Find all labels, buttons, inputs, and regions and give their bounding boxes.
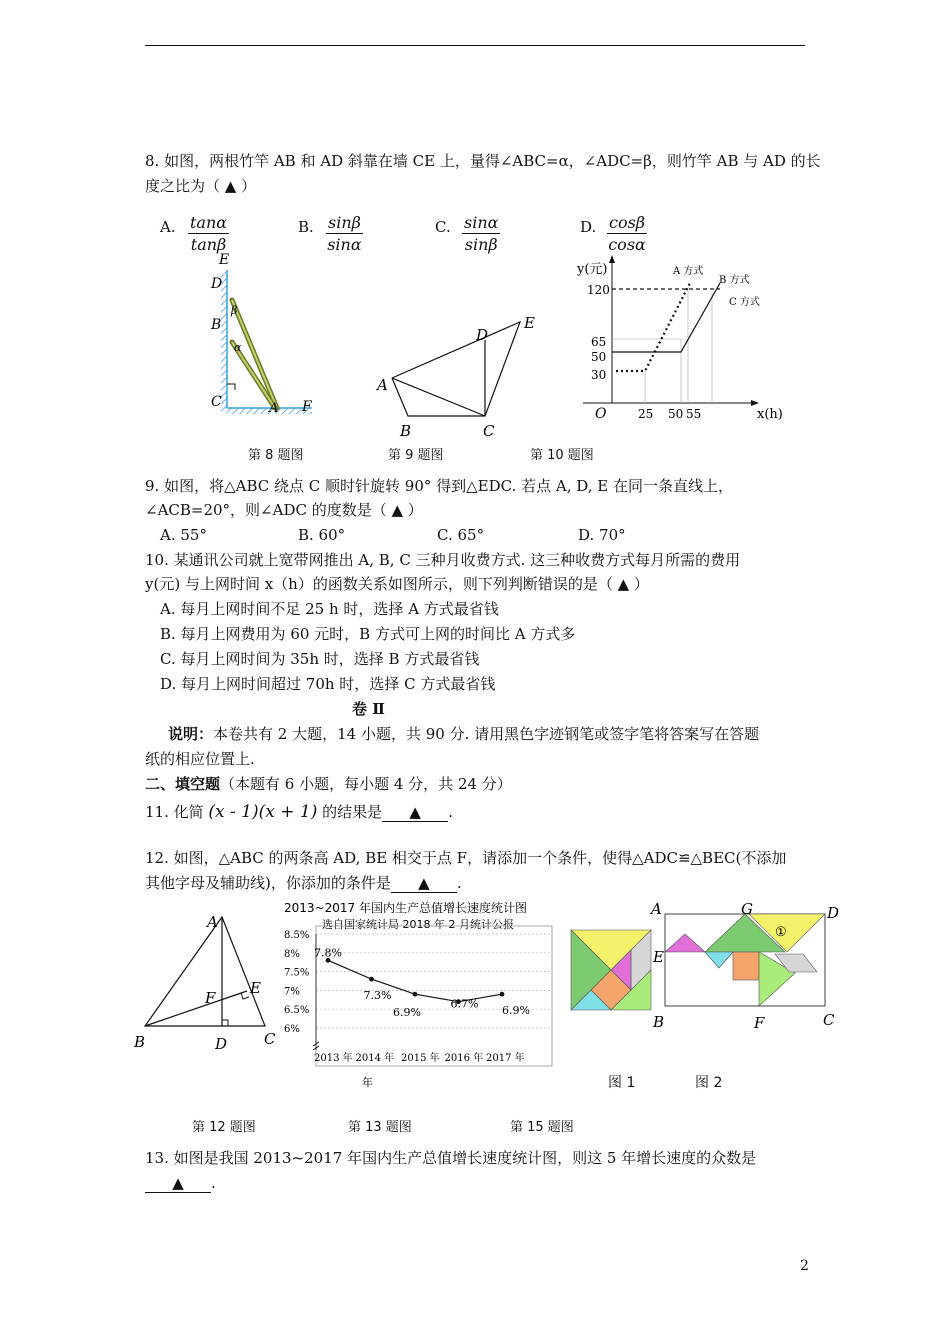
fig13-chart (280, 898, 560, 1093)
q10-stem-line1: 10. 某通讯公司就上宽带网推出 A, B, C 三种月收费方式. 这三种收费方式每月所需的费用 (145, 551, 741, 569)
fig13-caption: 第 13 题图 (348, 1120, 412, 1135)
chart-data-label: 7.3% (363, 989, 392, 1003)
q8-option-b-num: sinβ (328, 213, 361, 232)
fig9-diagram (370, 310, 540, 440)
fig15-label-f: F (754, 1014, 765, 1032)
chart-data-label: 6.7% (450, 997, 479, 1011)
part2-title: 卷 Ⅱ (352, 700, 385, 718)
part2-note-line1 (168, 722, 759, 746)
fig9-caption: 第 9 题图 (388, 448, 444, 463)
chart-point (500, 992, 505, 997)
q9-option-c: C. 65° (437, 526, 485, 544)
part2-note-line2: 纸的相应位置上. (145, 750, 255, 768)
fig9-label-e: E (524, 314, 535, 332)
section2-detail: （本题有 6 小题，每小题 4 分，共 24 分） (220, 775, 512, 793)
q8-option-d-fraction (607, 213, 647, 254)
fig15-label-e: E (653, 948, 664, 966)
fig8-label-d: D (211, 276, 223, 292)
fig9-label-a: A (377, 376, 388, 394)
q9-stem-line2: ∠ACB=20°，则∠ADC 的度数是（ ▲ ） (145, 501, 423, 519)
q8-option-b-letter: B. (298, 218, 314, 236)
fig15-caption: 第 15 题图 (510, 1120, 574, 1135)
fig15-shape-cyan (705, 952, 733, 968)
fig10-xtick-55: 55 (686, 407, 702, 421)
fig12-diagram (130, 905, 280, 1055)
q11-answer-blank[interactable]: ▲ (382, 803, 448, 822)
chart-data-label: 7.8% (314, 946, 342, 960)
fig12-right-angle-e (241, 993, 249, 999)
q13-answer-blank[interactable]: ▲ (145, 1174, 211, 1193)
fig10-xtick-25: 25 (638, 407, 654, 421)
fig8-label-beta: β (231, 304, 238, 317)
q9-option-d: D. 70° (578, 526, 626, 544)
chart-data-label: 6.9% (393, 1006, 421, 1020)
fig10-origin: O (595, 406, 607, 422)
fig15-label-c: C (823, 1011, 835, 1029)
part2-note-text: 本卷共有 2 大题，14 小题，共 90 分. 请用黑色字迹钢笔或签字笔将答案写在答题 (213, 725, 760, 743)
fig10-ytick-120: 120 (587, 283, 610, 297)
fig9-label-d: D (476, 326, 489, 344)
q12-answer-blank[interactable]: ▲ (391, 874, 457, 893)
fig10-xtick-50: 50 (668, 407, 684, 421)
q8-option-d-letter: D. (580, 218, 597, 236)
fig12-label-f: F (205, 989, 216, 1007)
fig12-label-c: C (264, 1030, 276, 1048)
chart-y-tick: 6.5% (284, 1005, 310, 1017)
q8-option-d-num: cosβ (609, 213, 646, 232)
fig10-caption: 第 10 题图 (530, 448, 594, 463)
chart-title: 2013~2017 年国内生产总值增长速度统计图 (284, 901, 527, 915)
q11-expression: (x - 1)(x + 1) (208, 802, 318, 822)
fig10-ytick-30: 30 (591, 368, 607, 382)
fig15-label-d: D (827, 904, 840, 922)
fig15-shape-pink (665, 934, 705, 952)
chart-y-tick: 8.5% (284, 930, 310, 941)
chart-y-tick: 7% (284, 986, 300, 998)
q9-stem-line1: 9. 如图，将△ABC 绕点 C 顺时针旋转 90° 得到△EDC. 若点 A, D, E 在同一条直线上， (145, 477, 734, 495)
chart-subtitle: 选自国家统计局 2018 年 2 月统计公报 (322, 918, 514, 931)
q8-option-a-num: tanα (190, 213, 228, 232)
fig15-sub-caption-1: 图 1 (608, 1075, 636, 1091)
section2-title: 二、填空题 (145, 775, 221, 793)
fig10-y-arrow (609, 255, 615, 263)
chart-point (413, 992, 418, 997)
q10-option-b: B. 每月上网费用为 60 元时，B 方式可上网的时间比 A 方式多 (160, 625, 576, 643)
q8-option-c-num: sinα (464, 213, 499, 232)
q12-stem-text: 其他字母及辅助线)，你添加的条件是 (145, 874, 391, 892)
fig10-series-a (616, 283, 690, 371)
q8-option-c-den: sinβ (464, 235, 498, 254)
fig10-graph (575, 255, 795, 427)
fig12-label-b: B (134, 1033, 146, 1051)
page-number: 2 (800, 1258, 809, 1274)
q11 (145, 800, 453, 824)
q8-option-b-fraction (326, 213, 363, 254)
chart-x-tick: 2017 年 (486, 1053, 525, 1064)
section2-heading (145, 772, 512, 796)
q11-suffix: 的结果是 (322, 803, 383, 821)
fig15-label-a: A (651, 900, 662, 918)
fig8-right-angle (227, 384, 235, 390)
q8-option-c-fraction (462, 213, 500, 254)
fig15-figure2 (665, 914, 825, 1006)
q13-stem-line1: 13. 如图是我国 2013~2017 年国内生产总值增长速度统计图，则这 5 年增长速度的众数是 (145, 1149, 757, 1167)
fig9-label-b: B (400, 422, 412, 440)
fig12-right-angle-d (222, 1020, 228, 1026)
fig8-label-alpha: α (234, 341, 242, 354)
chart-x-tick: 2014 年 (355, 1053, 395, 1064)
fig15-shape-orange (733, 952, 759, 980)
q11-end: . (448, 803, 453, 821)
q10-stem-line2: y(元) 与上网时间 x（h）的函数关系如图所示，则下列判断错误的是（ ▲ ） (145, 575, 649, 593)
q8-option-c-letter: C. (435, 218, 451, 236)
part2-note-bold: 说明： (168, 725, 214, 743)
q8-option-a-den: tanβ (190, 235, 227, 254)
chart-y-tick: 6% (284, 1024, 300, 1035)
fig15-label-b: B (653, 1013, 665, 1031)
fig10-label-c: C 方式 (729, 297, 760, 308)
fig10-label-b: B 方式 (719, 275, 750, 286)
fig8-label-a: A (269, 401, 279, 416)
fig9-quad (392, 322, 520, 416)
fig12-label-a: A (207, 913, 218, 931)
q8-option-a-letter: A. (160, 218, 176, 236)
q12-end: . (456, 874, 462, 892)
q10-option-a: A. 每月上网时间不足 25 h 时，选择 A 方式最省钱 (160, 600, 499, 618)
fig8-diagram (205, 250, 325, 420)
fig12-label-e: E (250, 979, 261, 997)
chart-y-tick: 8% (284, 948, 300, 960)
fig15-figure1 (571, 930, 651, 1010)
chart-x-tick: 2015 年 (401, 1053, 440, 1064)
header-rule (145, 45, 805, 46)
fig10-series-b (612, 283, 720, 352)
fig12-label-d: D (215, 1035, 228, 1053)
fig8-caption: 第 8 题图 (248, 448, 304, 463)
fig12-triangle (145, 917, 265, 1026)
fig10-label-a: A 方式 (673, 266, 704, 277)
fig10-ytick-50: 50 (591, 350, 607, 364)
q12-stem-line2 (145, 871, 462, 895)
q8-option-b-den: sinα (327, 235, 362, 254)
q9-option-a: A. 55° (160, 526, 207, 544)
fig15-label-one: ① (775, 925, 787, 940)
chart-x-tick: 2016 年 (444, 1053, 484, 1064)
q8-option-a-fraction (188, 213, 229, 254)
fig8-label-f: F (302, 399, 312, 415)
chart-data-label: 6.9% (502, 1004, 530, 1018)
fig10-ytick-65: 65 (591, 335, 607, 349)
q8-stem-line2: 度之比为（ ▲ ） (145, 177, 257, 195)
chart-x-stray: 年 (362, 1076, 373, 1089)
q11-prefix: 11. 化简 (145, 803, 204, 821)
q9-option-b: B. 60° (298, 526, 346, 544)
chart-y-tick: 7.5% (284, 967, 310, 979)
q13-end: . (211, 1174, 216, 1192)
q10-option-d: D. 每月上网时间超过 70h 时，选择 C 方式最省钱 (160, 675, 496, 693)
fig9-label-c: C (483, 422, 495, 440)
chart-point (369, 977, 374, 982)
q10-option-c: C. 每月上网时间为 35h 时，选择 B 方式最省钱 (160, 650, 480, 668)
fig15-diagram (565, 898, 845, 1033)
q13-stem-line2 (145, 1171, 216, 1195)
fig8-label-b: B (211, 317, 222, 333)
chart-plot-frame (316, 926, 552, 1066)
fig12-altitude-be (145, 991, 247, 1026)
fig8-label-c: C (211, 394, 222, 410)
fig10-x-arrow (751, 400, 759, 406)
chart-x-tick: 2013 年 (314, 1053, 353, 1064)
fig10-x-label: x(h) (757, 407, 783, 422)
fig15-sub-caption-2: 图 2 (695, 1075, 723, 1091)
q12-stem-line1: 12. 如图，△ABC 的两条高 AD, BE 相交于点 F，请添加一个条件，使得△ADC≌△BEC(不添加 (145, 849, 787, 867)
fig12-caption: 第 12 题图 (192, 1120, 256, 1135)
fig8-label-e: E (219, 252, 230, 268)
q8-stem-line1: 8. 如图，两根竹竿 AB 和 AD 斜靠在墙 CE 上，量得∠ABC=α，∠ADC=β，则竹竿 AB 与 AD 的长 (145, 152, 821, 170)
fig10-y-label: y(元) (577, 262, 608, 277)
fig15-label-g: G (741, 900, 753, 918)
q8-option-d-den: cosα (608, 235, 646, 254)
